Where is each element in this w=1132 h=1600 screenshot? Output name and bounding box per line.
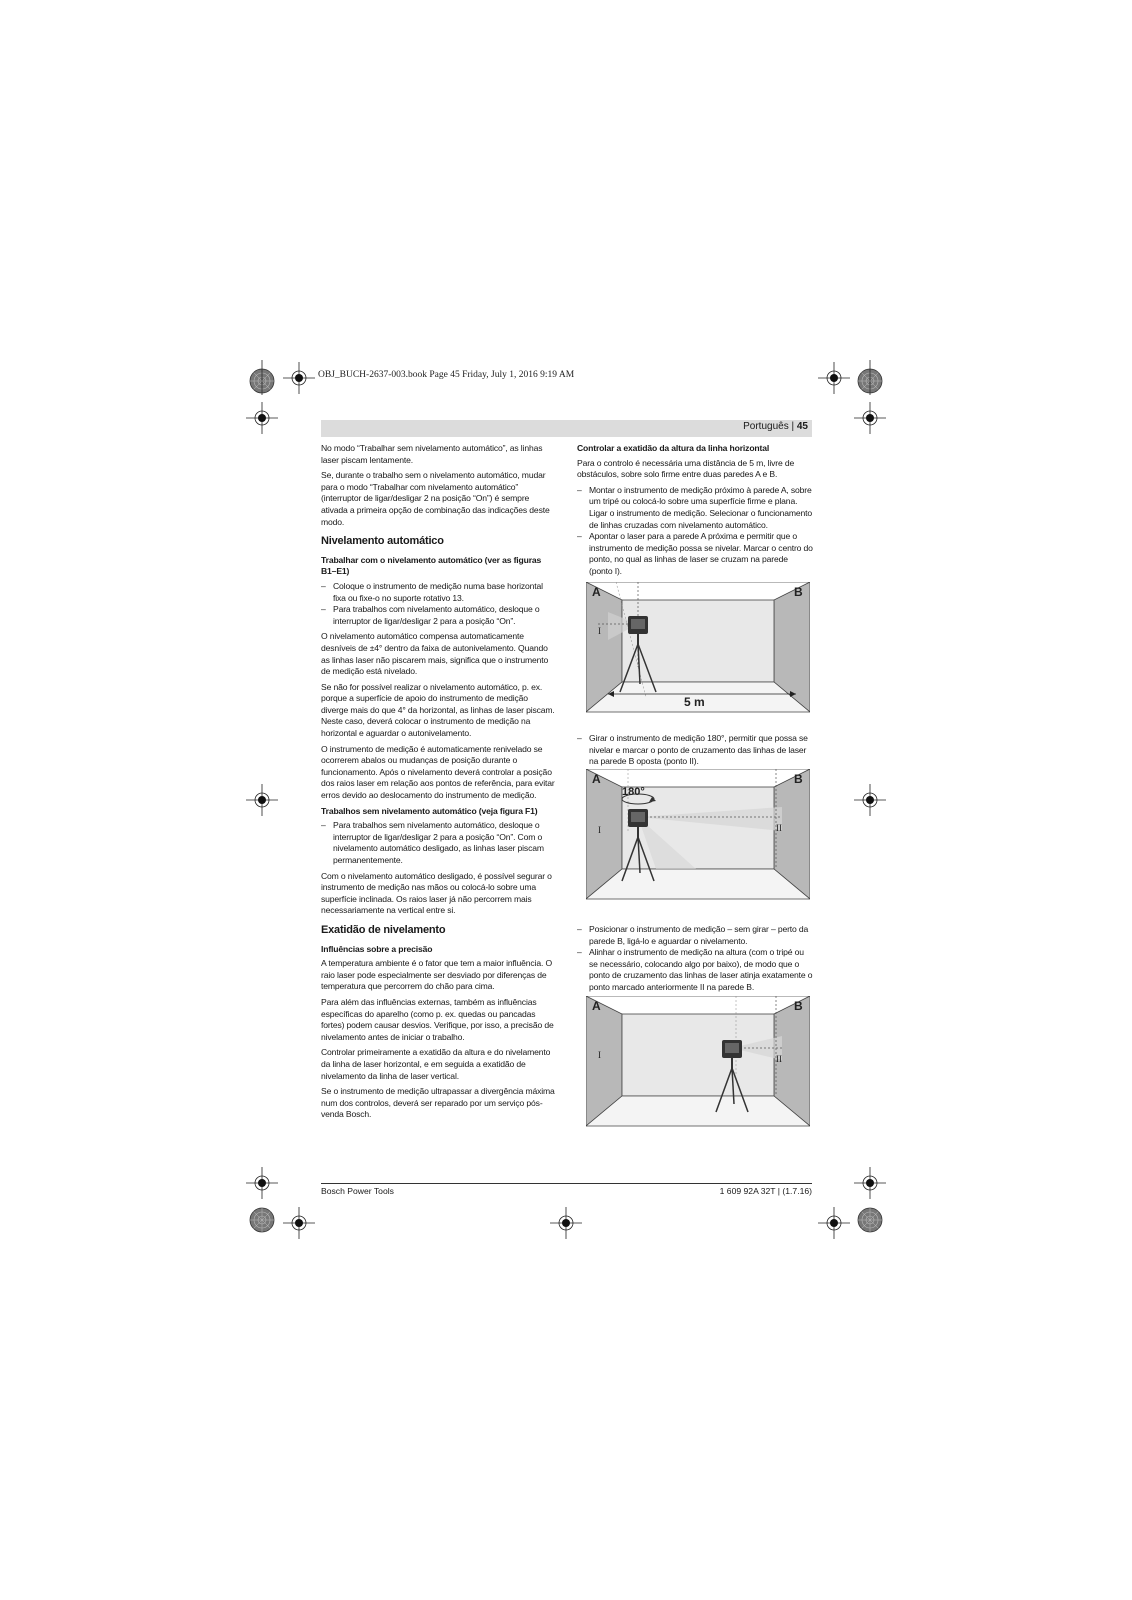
point-i-label: I: [598, 1050, 601, 1060]
paragraph: Se, durante o trabalho sem o nivelamento automático, mudar para o modo “Trabalhar com nivelamento automático” (interruptor de ligar/desligar 2 na posição “On”) é sempre ativada a primeira opção de combinação das indicações deste modo.: [321, 470, 550, 527]
list-item: – Para trabalhos sem nivelamento automático, desloque o interruptor de ligar/desligar 2 para a posição “On”. Com o nivelamento automático desligado, as linhas laser piscam permanentemente.: [321, 820, 557, 866]
paragraph: Para além das influências externas, também as influências específicas do aparelho (como p. ex. quedas ou pancadas fortes) podem causar desvios. Verifique, por isso, a precisão de nivelamento antes de iniciar o trabalho.: [321, 996, 554, 1042]
point-ii-label: II: [776, 823, 782, 833]
list-item: – Alinhar o instrumento de medição na altura (com o tripé ou se necessário, colocando algo por baixo), de modo que o ponto de cruzamento das linhas de laser atinja exatamente o ponto marcado anteriormente II na parede B.: [577, 947, 813, 993]
footer-rule: [321, 1183, 812, 1184]
list-item: – Coloque o instrumento de medição numa base horizontal fixa ou fixe-o no suporte rotativo 13.: [321, 581, 557, 604]
page-header-bar: [321, 420, 812, 437]
paragraph: A temperatura ambiente é o fator que tem a maior influência. O raio laser pode especialmente ser desviado por diferenças de temperatura que percorrem do chão para cima.: [321, 958, 552, 992]
point-i-label: I: [598, 825, 601, 835]
paragraph: Com o nivelamento automático desligado, é possível segurar o instrumento de medição nas mãos ou colocá-lo sobre uma superfície inclinada. Os raios laser já não percorrem mais necessariamente na vertical entre si.: [321, 870, 552, 916]
wall-b-label: B: [794, 772, 803, 786]
right-column-mid: [577, 733, 813, 772]
wall-a-label: A: [592, 999, 601, 1013]
bullet-list: [321, 581, 557, 627]
wall-b-label: B: [794, 585, 803, 599]
paragraph: O nivelamento automático compensa automaticamente desníveis de ±4° dentro da faixa de autonivelamento. Quando as linhas laser não piscarem mais, significa que o instrumento de medição está nivelado.: [321, 631, 549, 677]
figure-room-wall-b: [586, 996, 810, 1128]
list-item: – Montar o instrumento de medição próximo à parede A, sobre um tripé ou colocá-lo sobre uma superfície firme e plana. Ligar o instrumento de medição. Selecionar o funcionamento de linhas cruzadas com nivelamento automático.: [577, 485, 813, 531]
bullet-list: [577, 924, 813, 994]
distance-label: 5 m: [684, 695, 705, 709]
figure-room-rotated-180: [586, 769, 810, 901]
right-column-bottom: [577, 924, 813, 998]
book-info-line: OBJ_BUCH-2637-003.book Page 45 Friday, July 1, 2016 9:19 AM: [318, 370, 575, 380]
paragraph: Se o instrumento de medição ultrapassar a divergência máxima num dos controlos, deverá ser reparado por um serviço pós-venda Bosch.: [321, 1086, 555, 1120]
footer-left: Bosch Power Tools: [321, 1186, 394, 1196]
left-column: [321, 443, 557, 1125]
point-ii-label: II: [776, 1054, 782, 1064]
subsection-heading: Trabalhar com o nivelamento automático (ver as figuras B1–E1): [321, 554, 542, 577]
list-item: – Para trabalhos com nivelamento automático, desloque o interruptor de ligar/desligar 2 para a posição “On”.: [321, 604, 557, 627]
section-heading: Exatidão de nivelamento: [321, 923, 446, 936]
subsection-heading: Trabalhos sem nivelamento automático (veja figura F1): [321, 805, 538, 816]
list-item: – Posicionar o instrumento de medição – sem girar – perto da parede B, ligá-lo e aguardar o nivelamento.: [577, 924, 813, 947]
paragraph: Controlar primeiramente a exatidão da altura e do nivelamento da linha de laser horizontal, e em seguida a exatidão de nivelamento da linha de laser vertical.: [321, 1047, 551, 1081]
bullet-list: [577, 485, 813, 578]
footer-right: 1 609 92A 32T | (1.7.16): [719, 1186, 812, 1196]
paragraph: O instrumento de medição é automaticamente renivelado se ocorrerem abalos ou mudanças de posição durante o funcionamento. Após o nivelamento deverá controlar a posição dos raios laser em relação aos pontos de referência, para evitar erros devido ao deslocamento do instrumento de medição.: [321, 743, 555, 801]
header-language: Português: [743, 421, 789, 432]
page-header: Português | 45: [743, 421, 808, 432]
page-number: 45: [796, 421, 808, 432]
paragraph: Se não for possível realizar o nivelamento automático, p. ex. porque a superfície de apoio do instrumento de medição diverge mais do que 4° da horizontal, as linhas de laser piscam. Neste caso, deverá colocar o instrumento de medição na horizontal e aguardar o autonivelamento.: [321, 681, 555, 739]
wall-b-label: B: [794, 999, 803, 1013]
wall-a-label: A: [592, 585, 601, 599]
subsection-heading: Influências sobre a precisão: [321, 943, 433, 954]
point-label: I: [598, 626, 601, 636]
bullet-list: [577, 733, 813, 768]
rotation-label: 180°: [622, 786, 645, 798]
wall-a-label: A: [592, 772, 601, 786]
list-item: – Apontar o laser para a parede A próxima e permitir que o instrumento de medição possa se nivelar. Marcar o centro do ponto, no qual as linhas de laser se cruzam na parede (ponto I).: [577, 531, 813, 577]
subsection-heading: Controlar a exatidão da altura da linha horizontal: [577, 443, 770, 453]
section-heading: Nivelamento automático: [321, 535, 444, 548]
bullet-list: [321, 820, 557, 866]
paragraph: Para o controlo é necessária uma distância de 5 m, livre de obstáculos, sobre solo firme entre duas paredes A e B.: [577, 457, 795, 480]
paragraph: No modo “Trabalhar sem nivelamento automático”, as linhas laser piscam lentamente.: [321, 443, 543, 465]
right-column-top: [577, 443, 813, 582]
list-item: – Girar o instrumento de medição 180°, permitir que possa se nivelar e marcar o ponto de cruzamento das linhas de laser na parede B oposta (ponto II).: [577, 733, 813, 768]
figure-room-wall-a: [586, 582, 810, 714]
